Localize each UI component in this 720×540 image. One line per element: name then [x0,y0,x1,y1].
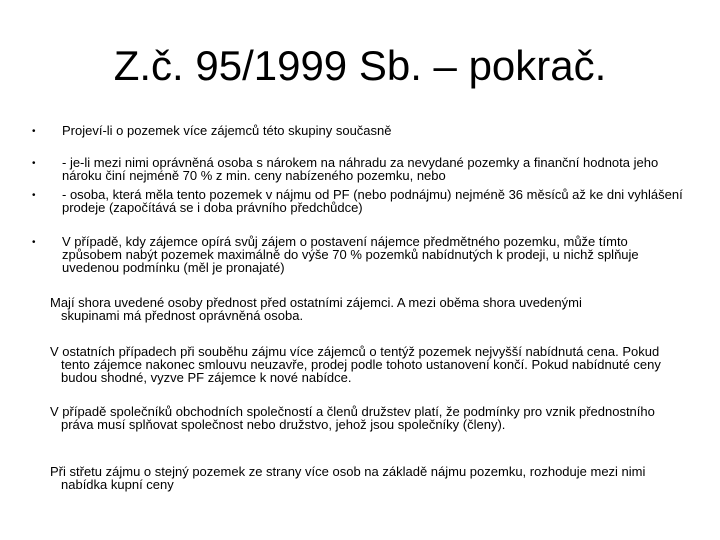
paragraph: Při střetu zájmu o stejný pozemek ze strany více osob na základě nájmu pozemku, rozhoduje mezi nimi nabídka kupní ceny [50,464,646,492]
paragraph: V ostatních případech při souběhu zájmu více zájemců o tentýž pozemek nejvyšší nabídnutá cena. Pokud tento zájemce nakonec smlouvu neuzavře, prodej podle tohoto ustanovení končí. Pokud nabídnuté ceny budou shodné, vyzve PF zájemce k nové nabídce. [50,344,661,385]
paragraph: V případě společníků obchodních společností a členů družstev platí, že podmínky pro vznik přednostního práva musí splňovat společnost nebo družstvo, jehož jsou společníky (členy). [50,404,655,432]
bullet-text: Projeví-li o pozemek více zájemců této skupiny současně [62,123,392,138]
paragraph: Mají shora uvedené osoby přednost před ostatními zájemci. A mezi oběma shora uvedenými skupinami má přednost oprávněná osoba. [50,295,582,323]
bullet-marker: • [32,190,36,201]
bullet-marker: • [32,126,36,137]
bullet-marker: • [32,237,36,248]
bullet-text: - je-li mezi nimi oprávněná osoba s nárokem na náhradu za nevydané pozemky a finanční hodnota jeho nároku činí nejméně 70 % z min. ceny nabízeného pozemku, nebo [62,155,659,183]
bullet-text: - osoba, která měla tento pozemek v nájmu od PF (nebo podnájmu) nejméně 36 měsíců až ke dni vyhlášení prodeje (započítává se i doba právního předchůdce) [62,187,683,215]
bullet-marker: • [32,158,36,169]
bullet-text: V případě, kdy zájemce opírá svůj zájem o postavení nájemce předmětného pozemku, může tímto způsobem nabýt pozemek maximálně do výše 70 % pozemků nabídnutých k prodeji, u nichž splňuje uvedenou podmínku (měl je pronajaté) [62,234,639,275]
slide-title: Z.č. 95/1999 Sb. – pokrač. [113,42,607,89]
